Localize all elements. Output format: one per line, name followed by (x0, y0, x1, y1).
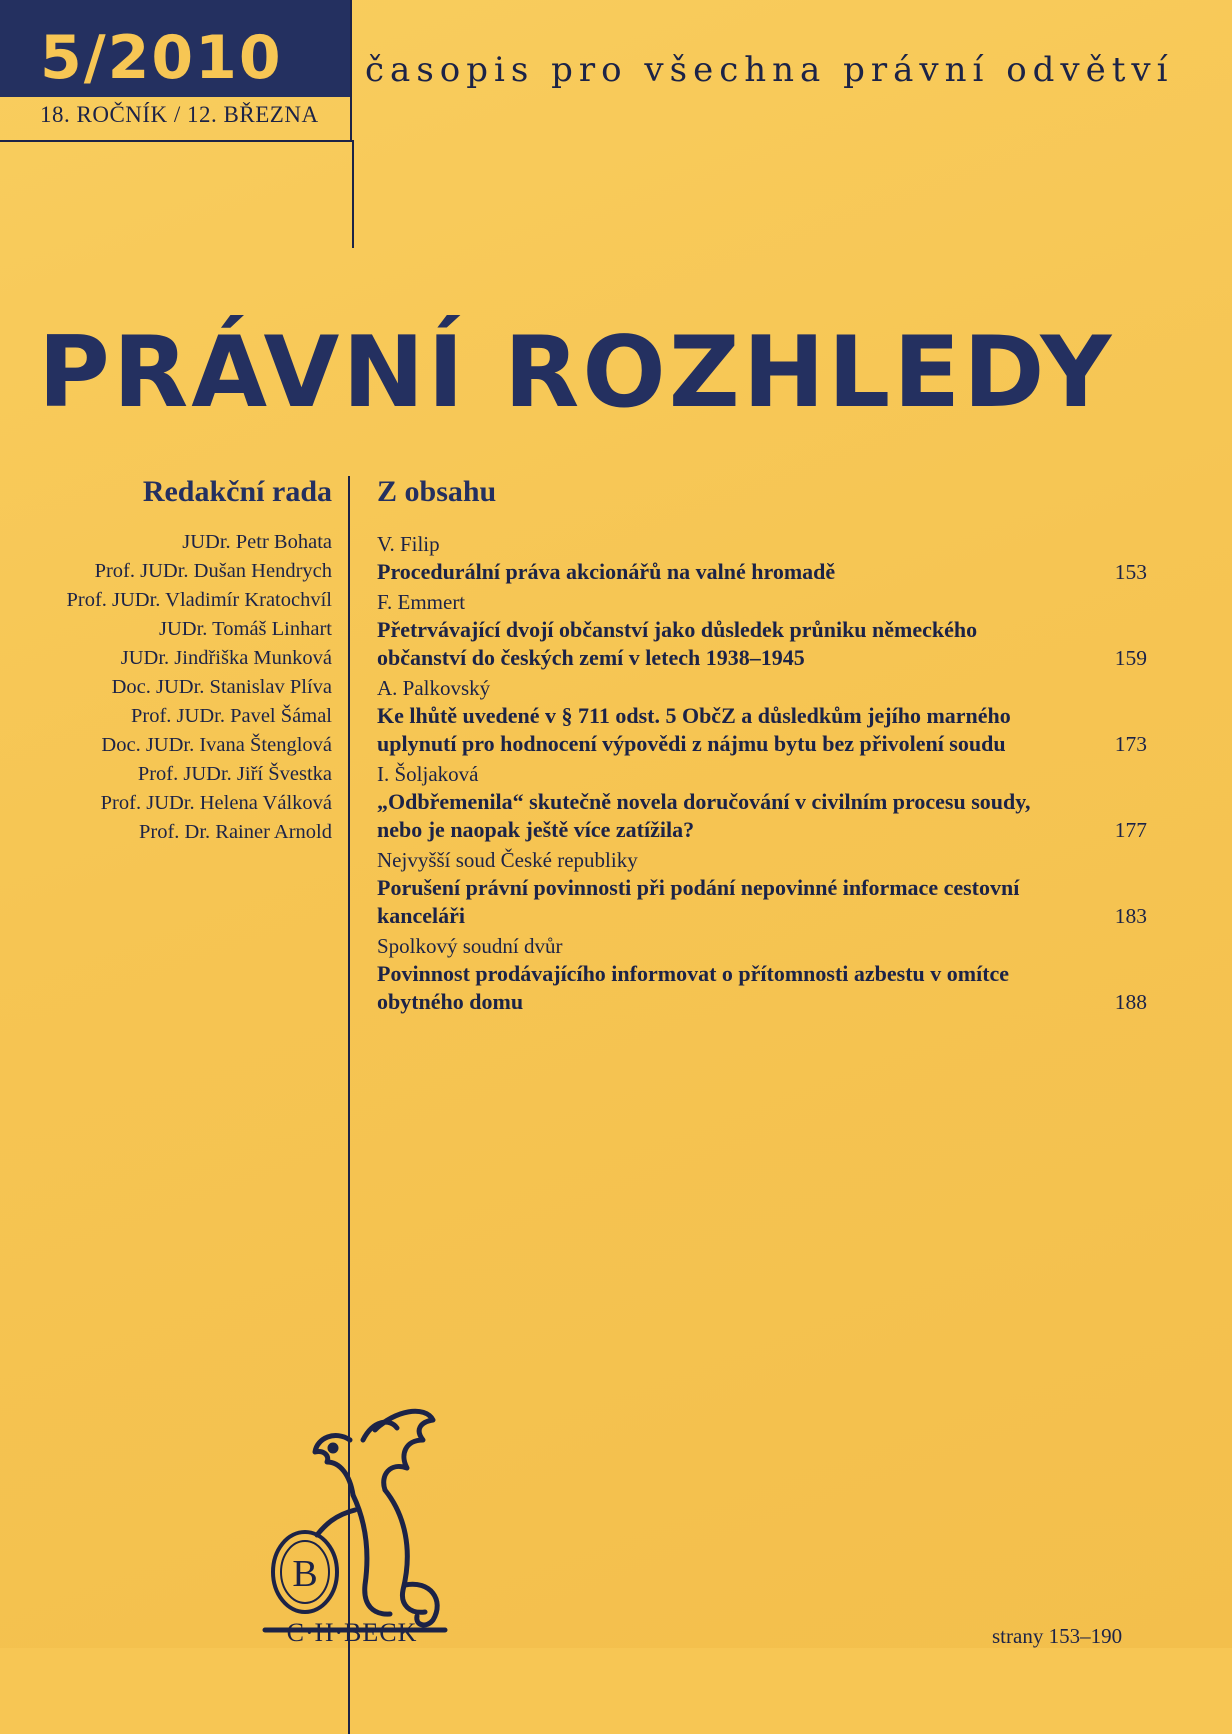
toc-title: „Odbřemenila“ skutečně novela doručování v civilním procesu soudy, nebo je naopak ještě více zatížila? (377, 789, 1031, 842)
logo-letter: B (292, 1553, 318, 1595)
board-member: Prof. JUDr. Helena Válková (100, 792, 332, 814)
toc-author: Spolkový soudní dvůr (377, 934, 563, 958)
toc-entry (377, 674, 1147, 758)
pages-range: strany 153–190 (992, 1624, 1123, 1648)
board-member: JUDr. Petr Bohata (182, 531, 332, 553)
issue-volume-date: 18. ROČNÍK / 12. BŘEZNA (40, 102, 319, 127)
board-member: Prof. Dr. Rainer Arnold (138, 821, 332, 843)
board-member: JUDr. Jindřiška Munková (120, 647, 332, 669)
board-member: Prof. JUDr. Pavel Šámal (131, 705, 332, 727)
tagline: časopis pro všechna právní odvětví (365, 50, 1174, 90)
publisher-name: C·H·BECK (286, 1618, 418, 1647)
toc-author: I. Šoljaková (377, 762, 479, 786)
toc-author: V. Filip (377, 532, 440, 556)
contents-heading: Z obsahu (377, 475, 497, 508)
toc-author: A. Palkovský (377, 676, 491, 700)
toc-title: Ke lhůtě uvedené v § 711 odst. 5 ObčZ a důsledkům jejího marného uplynutí pro hodnocení výpovědi z nájmu bytu bez přivolení soudu (377, 703, 1011, 756)
toc-author: Nejvyšší soud České republiky (377, 848, 638, 872)
toc-entry (377, 932, 1147, 1016)
toc-author: F. Emmert (377, 590, 466, 614)
issue-box (0, 0, 352, 142)
board-member: Prof. JUDr. Vladimír Kratochvíl (66, 589, 332, 611)
toc-title: Přetrvávající dvojí občanství jako důsledek průniku německého občanství do českých zemí v letech 1938–1945 (377, 617, 978, 670)
magazine-title: PRÁVNÍ ROZHLEDY (38, 316, 1115, 430)
toc-page-number: 159 (1114, 646, 1147, 670)
toc-page-number: 183 (1114, 904, 1147, 928)
toc-entry (377, 846, 1147, 930)
toc-title: Procedurální práva akcionářů na valné hromadě (377, 559, 836, 584)
toc-title: Povinnost prodávajícího informovat o přítomnosti azbestu v omítce obytného domu (377, 961, 1010, 1014)
table-of-contents (377, 530, 1147, 1018)
board-member: JUDr. Tomáš Linhart (159, 618, 332, 640)
toc-entry (377, 588, 1147, 672)
header-divider (352, 140, 354, 248)
editorial-board-heading: Redakční rada (142, 475, 332, 508)
toc-entry (377, 530, 1147, 586)
board-member: Prof. JUDr. Jiří Švestka (137, 763, 332, 785)
toc-title: Porušení právní povinnosti při podání nepovinné informace cestovní kanceláři (377, 875, 1020, 928)
toc-entry (377, 760, 1147, 844)
toc-page-number: 188 (1114, 990, 1147, 1014)
board-member: Doc. JUDr. Ivana Štenglová (101, 734, 332, 756)
board-member: Doc. JUDr. Stanislav Plíva (111, 676, 332, 698)
board-member: Prof. JUDr. Dušan Hendrych (94, 560, 332, 582)
toc-page-number: 173 (1114, 732, 1147, 756)
toc-page-number: 153 (1114, 560, 1147, 584)
griffin-logo-icon (255, 1400, 455, 1648)
issue-number: 5/2010 (40, 23, 283, 93)
editorial-board-list (20, 528, 332, 847)
toc-page-number: 177 (1114, 818, 1147, 842)
